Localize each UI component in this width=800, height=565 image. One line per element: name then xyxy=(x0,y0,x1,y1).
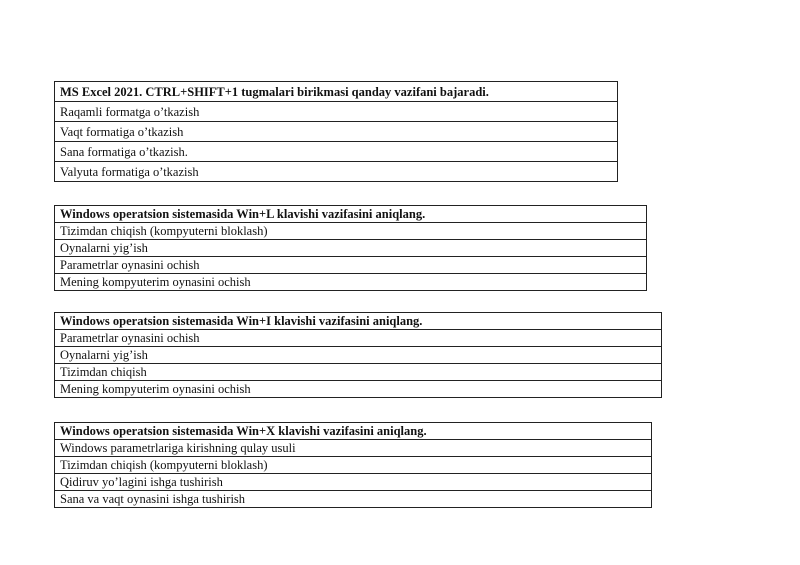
answer-option: Sana va vaqt oynasini ishga tushirish xyxy=(55,491,652,508)
answer-option: Raqamli formatga o’tkazish xyxy=(55,102,618,122)
answer-option: Tizimdan chiqish (kompyuterni bloklash) xyxy=(55,223,647,240)
answer-option: Vaqt formatiga o’tkazish xyxy=(55,122,618,142)
answer-row xyxy=(55,223,647,240)
answer-option: Oynalarni yig’ish xyxy=(55,240,647,257)
answer-row xyxy=(55,240,647,257)
answer-row xyxy=(55,122,618,142)
answer-row xyxy=(55,491,652,508)
answer-row xyxy=(55,257,647,274)
answer-option: Parametrlar oynasini ochish xyxy=(55,257,647,274)
answer-row xyxy=(55,162,618,182)
answer-option: Tizimdan chiqish (kompyuterni bloklash) xyxy=(55,457,652,474)
answer-option: Sana formatiga o’tkazish. xyxy=(55,142,618,162)
answer-option: Valyuta formatiga o’tkazish xyxy=(55,162,618,182)
question-table-2 xyxy=(54,205,647,291)
answer-row xyxy=(55,330,662,347)
answer-option: Windows parametrlariga kirishning qulay usuli xyxy=(55,440,652,457)
question-row xyxy=(55,82,618,102)
answer-row xyxy=(55,381,662,398)
answer-row xyxy=(55,457,652,474)
question-row xyxy=(55,423,652,440)
question-table-3 xyxy=(54,312,662,398)
question-table-4 xyxy=(54,422,652,508)
answer-option: Mening kompyuterim oynasini ochish xyxy=(55,274,647,291)
answer-row xyxy=(55,142,618,162)
question-text: MS Excel 2021. CTRL+SHIFT+1 tugmalari birikmasi qanday vazifani bajaradi. xyxy=(55,82,618,102)
answer-option: Qidiruv yo’lagini ishga tushirish xyxy=(55,474,652,491)
answer-row xyxy=(55,474,652,491)
answer-row xyxy=(55,274,647,291)
answer-row xyxy=(55,440,652,457)
answer-row xyxy=(55,364,662,381)
question-row xyxy=(55,206,647,223)
answer-option: Tizimdan chiqish xyxy=(55,364,662,381)
question-row xyxy=(55,313,662,330)
answer-option: Parametrlar oynasini ochish xyxy=(55,330,662,347)
answer-option: Oynalarni yig’ish xyxy=(55,347,662,364)
question-text: Windows operatsion sistemasida Win+X klavishi vazifasini aniqlang. xyxy=(55,423,652,440)
question-text: Windows operatsion sistemasida Win+I klavishi vazifasini aniqlang. xyxy=(55,313,662,330)
answer-row xyxy=(55,347,662,364)
question-table-1 xyxy=(54,81,618,182)
answer-option: Mening kompyuterim oynasini ochish xyxy=(55,381,662,398)
question-text: Windows operatsion sistemasida Win+L klavishi vazifasini aniqlang. xyxy=(55,206,647,223)
answer-row xyxy=(55,102,618,122)
